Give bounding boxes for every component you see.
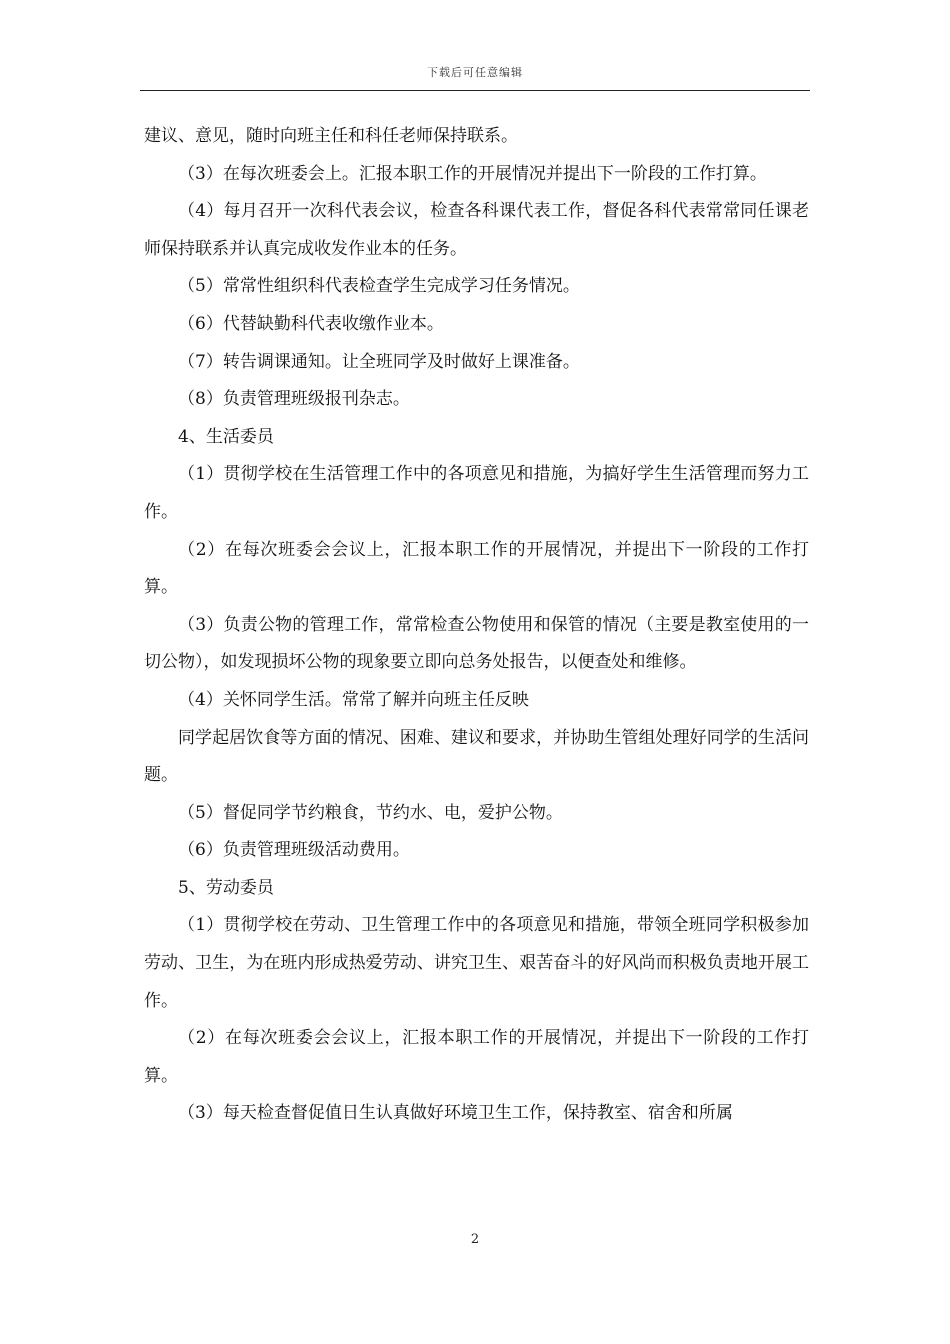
paragraph: （6）代替缺勤科代表收缴作业本。 [178, 313, 444, 334]
paragraph: （4）关怀同学生活。常常了解并向班主任反映 [178, 689, 529, 710]
page-number: 2 [470, 1232, 480, 1247]
paragraph: 4、生活委员 [178, 426, 274, 447]
document-body [144, 118, 809, 1133]
paragraph: 同学起居饮食等方面的情况、困难、建议和要求，并协助生管组处理好同学的生活问题。 [144, 727, 809, 786]
paragraph: 建议、意见，随时向班主任和科任老师保持联系。 [144, 126, 518, 146]
paragraph: （8）负责管理班级报刊杂志。 [178, 389, 410, 410]
paragraph: （3）每天检查督促值日生认真做好环境卫生工作，保持教室、宿舍和所属 [178, 1103, 733, 1124]
header-rule [140, 90, 810, 91]
paragraph: （4）每月召开一次科代表会议，检查各科课代表工作，督促各科代表常常同任课老师保持联系并认真完成收发作业本的任务。 [144, 201, 809, 259]
paragraph: （7）转告调课通知。让全班同学及时做好上课准备。 [178, 351, 580, 372]
paragraph: （2）在每次班委会会议上，汇报本职工作的开展情况，并提出下一阶段的工作打算。 [144, 539, 809, 598]
paragraph: （1）贯彻学校在生活管理工作中的各项意见和措施，为搞好学生生活管理而努力工作。 [144, 464, 809, 522]
paragraph: （5）督促同学节约粮食，节约水、电，爱护公物。 [178, 802, 563, 823]
paragraph: （5）常常性组织科代表检查学生完成学习任务情况。 [178, 276, 580, 297]
paragraph: （6）负责管理班级活动费用。 [178, 840, 410, 861]
paragraph: （3）负责公物的管理工作，常常检查公物使用和保管的情况（主要是教室使用的一切公物），如发现损坏公物的现象要立即向总务处报告，以便查处和维修。 [144, 614, 809, 673]
paragraph: 5、劳动委员 [178, 877, 274, 898]
paragraph: （1）贯彻学校在劳动、卫生管理工作中的各项意见和措施，带领全班同学积极参加劳动、卫生，为在班内形成热爱劳动、讲究卫生、艰苦奋斗的好风尚而积极负责地开展工作。 [144, 915, 809, 1011]
paragraph: （3）在每次班委会上。汇报本职工作的开展情况并提出下一阶段的工作打算。 [178, 163, 767, 184]
paragraph: （2）在每次班委会会议上，汇报本职工作的开展情况，并提出下一阶段的工作打算。 [144, 1028, 809, 1086]
page-header: 下载后可任意编辑 [427, 66, 523, 79]
